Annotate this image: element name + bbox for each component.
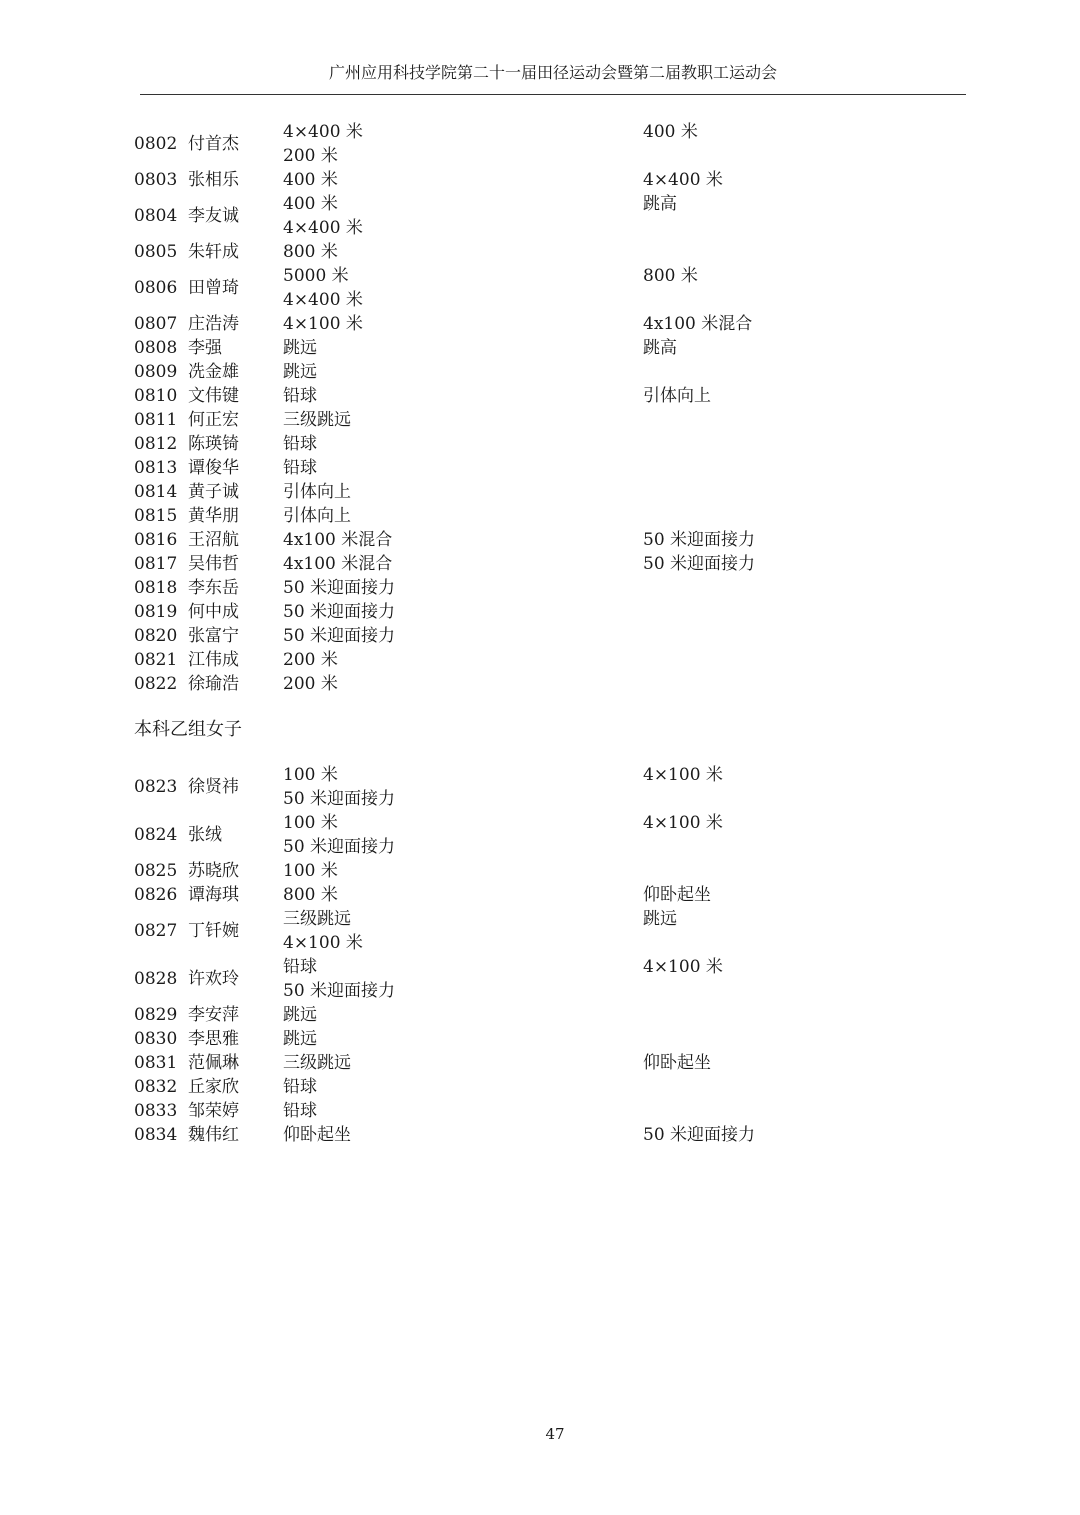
events-column-1 [283,336,317,360]
athlete-name: 付首杰 [188,134,239,154]
athlete-name: 苏晓欣 [188,861,239,881]
events-column-2 [643,883,711,907]
athlete-name: 范佩琳 [188,1053,239,1073]
event-entry: 800 米 [643,266,698,286]
athlete-number: 0808 [134,338,178,358]
events-column-1 [283,859,338,883]
athlete-name: 魏伟红 [188,1125,239,1145]
event-entry: 铅球 [283,386,317,406]
athlete-name: 田曾琦 [188,278,239,298]
athlete-number: 0806 [134,278,178,298]
events-column-1 [283,1123,351,1147]
table-row [0,432,1080,456]
event-entry: 50 米迎面接力 [283,789,396,809]
athlete-number: 0821 [134,650,178,670]
events-column-1 [283,1027,317,1051]
table-row [0,600,1080,624]
athlete-name: 李友诚 [188,206,239,226]
athlete-name: 邹荣婷 [188,1101,239,1121]
events-column-1 [283,120,363,168]
events-column-1 [283,672,338,696]
athlete-name: 张相乐 [188,170,239,190]
event-entry: 50 米迎面接力 [283,981,396,1001]
athlete-name: 谭海琪 [188,885,239,905]
events-column-2 [643,907,677,931]
events-column-1 [283,168,338,192]
event-entry: 100 米 [283,813,338,833]
event-entry: 仰卧起坐 [283,1125,351,1145]
table-row [0,552,1080,576]
events-column-2 [643,528,755,552]
table-row [0,336,1080,360]
table-row [0,408,1080,432]
athlete-name: 黄子诚 [188,482,239,502]
table-row [0,360,1080,384]
athlete-name: 李东岳 [188,578,239,598]
athlete-number: 0805 [134,242,178,262]
athlete-name: 冼金雄 [188,362,239,382]
event-entry: 4×400 米 [283,290,363,310]
athlete-name: 李安萍 [188,1005,239,1025]
table-row [0,811,1080,859]
table-row [0,672,1080,696]
events-column-1 [283,907,363,955]
events-column-1 [283,600,395,624]
event-entry: 仰卧起坐 [643,885,711,905]
events-column-1 [283,192,363,240]
table-row [0,1075,1080,1099]
athlete-number: 0810 [134,386,178,406]
event-entry: 跳远 [283,338,317,358]
athlete-number: 0819 [134,602,178,622]
event-entry: 800 米 [283,242,338,262]
table-row [0,264,1080,312]
event-entry: 三级跳远 [283,909,351,929]
table-row [0,312,1080,336]
page-header-title: 广州应用科技学院第二十一届田径运动会暨第二届教职工运动会 [328,63,777,82]
event-entry: 50 米迎面接力 [283,602,396,622]
events-column-1 [283,1051,351,1075]
athlete-name: 李强 [188,338,222,358]
event-entry: 铅球 [283,957,317,977]
page-number: 47 [545,1425,565,1443]
athlete-number: 0816 [134,530,178,550]
event-entry: 铅球 [283,434,317,454]
table-row [0,120,1080,168]
table-row [0,1051,1080,1075]
table-row [0,1099,1080,1123]
event-entry: 4x100 米混合 [283,530,393,550]
table-row [0,240,1080,264]
athlete-name: 王沼航 [188,530,239,550]
events-column-2 [643,384,711,408]
athlete-name: 吴伟哲 [188,554,239,574]
athlete-number: 0826 [134,885,178,905]
athlete-number: 0814 [134,482,178,502]
athlete-name: 张富宁 [188,626,239,646]
event-entry: 三级跳远 [283,410,351,430]
athlete-number: 0822 [134,674,178,694]
table-row [0,648,1080,672]
events-column-1 [283,384,317,408]
events-column-1 [283,811,395,859]
athlete-name: 李思雅 [188,1029,239,1049]
events-column-1 [283,240,338,264]
event-entry: 4×400 米 [283,122,363,142]
athlete-number: 0817 [134,554,178,574]
event-entry: 4×100 米 [643,765,723,785]
event-entry: 400 米 [643,122,698,142]
event-entry: 三级跳远 [283,1053,351,1073]
header-rule [140,94,966,95]
athlete-number: 0828 [134,969,178,989]
event-entry: 200 米 [283,650,338,670]
event-entry: 4×100 米 [643,957,723,977]
athlete-number: 0809 [134,362,178,382]
table-row [0,192,1080,240]
events-column-2 [643,811,723,835]
event-entry: 跳远 [283,1005,317,1025]
events-column-1 [283,528,392,552]
event-entry: 4×100 米 [643,813,723,833]
event-entry: 50 米迎面接力 [643,1125,756,1145]
athlete-name: 黄华朋 [188,506,239,526]
athlete-number: 0815 [134,506,178,526]
event-entry: 铅球 [283,1077,317,1097]
events-column-2 [643,168,723,192]
events-column-1 [283,648,338,672]
athlete-number: 0807 [134,314,178,334]
event-entry: 跳远 [283,1029,317,1049]
event-entry: 跳高 [643,338,677,358]
athlete-number: 0804 [134,206,178,226]
event-entry: 100 米 [283,765,338,785]
athlete-name: 丘家欣 [188,1077,239,1097]
table-row [0,504,1080,528]
events-column-2 [643,1051,711,1075]
event-entry: 50 米迎面接力 [283,578,396,598]
events-column-1 [283,955,395,1003]
events-column-1 [283,1003,317,1027]
events-column-1 [283,456,317,480]
athlete-name: 徐瑜浩 [188,674,239,694]
event-entry: 跳远 [643,909,677,929]
athlete-number: 0829 [134,1005,178,1025]
events-column-1 [283,480,351,504]
event-entry: 400 米 [283,194,338,214]
athlete-number: 0818 [134,578,178,598]
event-entry: 4x100 米混合 [643,314,753,334]
athlete-number: 0802 [134,134,178,154]
events-column-1 [283,408,351,432]
events-column-1 [283,624,395,648]
event-entry: 400 米 [283,170,338,190]
events-column-1 [283,264,363,312]
table-row [0,576,1080,600]
event-entry: 4×400 米 [643,170,723,190]
table-row [0,859,1080,883]
athlete-number: 0833 [134,1101,178,1121]
table-row [0,624,1080,648]
table-row [0,168,1080,192]
events-column-1 [283,576,395,600]
event-entry: 引体向上 [283,506,351,526]
events-column-2 [643,192,677,216]
athlete-name: 谭俊华 [188,458,239,478]
event-entry: 跳远 [283,362,317,382]
athlete-name: 朱轩成 [188,242,239,262]
athlete-name: 何正宏 [188,410,239,430]
athlete-name: 徐贤祎 [188,777,239,797]
event-entry: 4x100 米混合 [283,554,393,574]
event-entry: 跳高 [643,194,677,214]
event-entry: 仰卧起坐 [643,1053,711,1073]
section-title-women: 本科乙组女子 [134,719,242,740]
event-entry: 800 米 [283,885,338,905]
athlete-number: 0830 [134,1029,178,1049]
event-entry: 100 米 [283,861,338,881]
athlete-number: 0824 [134,825,178,845]
athlete-number: 0811 [134,410,178,430]
event-entry: 引体向上 [643,386,711,406]
event-entry: 50 米迎面接力 [283,837,396,857]
event-entry: 50 米迎面接力 [643,554,756,574]
events-column-1 [283,1075,317,1099]
table-row [0,480,1080,504]
event-entry: 50 米迎面接力 [283,626,396,646]
table-row [0,384,1080,408]
table-row [0,1027,1080,1051]
athlete-name: 文伟键 [188,386,239,406]
event-entry: 200 米 [283,146,338,166]
table-row [0,1123,1080,1147]
athlete-name: 庄浩涛 [188,314,239,334]
event-entry: 50 米迎面接力 [643,530,756,550]
events-column-2 [643,763,723,787]
table-row [0,955,1080,1003]
athlete-number: 0813 [134,458,178,478]
events-column-2 [643,552,755,576]
athlete-name: 江伟成 [188,650,239,670]
athlete-name: 张绒 [188,825,222,845]
athlete-number: 0823 [134,777,178,797]
events-column-1 [283,763,395,811]
events-column-2 [643,120,698,144]
events-column-1 [283,504,351,528]
event-entry: 4×100 米 [283,314,363,334]
athlete-name: 何中成 [188,602,239,622]
events-column-1 [283,432,317,456]
athlete-number: 0820 [134,626,178,646]
events-column-1 [283,312,363,336]
table-row [0,1003,1080,1027]
events-column-2 [643,1123,755,1147]
event-entry: 引体向上 [283,482,351,502]
events-column-1 [283,883,338,907]
event-entry: 4×400 米 [283,218,363,238]
athlete-number: 0803 [134,170,178,190]
event-entry: 5000 米 [283,266,349,286]
athlete-number: 0834 [134,1125,178,1145]
events-column-2 [643,312,752,336]
athlete-number: 0825 [134,861,178,881]
table-row [0,763,1080,811]
table-row [0,883,1080,907]
table-row [0,528,1080,552]
athlete-name: 丁钎婉 [188,921,239,941]
events-column-1 [283,1099,317,1123]
event-entry: 铅球 [283,1101,317,1121]
event-entry: 铅球 [283,458,317,478]
events-column-2 [643,336,677,360]
athlete-name: 陈瑛锜 [188,434,239,454]
athlete-number: 0827 [134,921,178,941]
events-column-1 [283,552,392,576]
athlete-number: 0832 [134,1077,178,1097]
athlete-number: 0831 [134,1053,178,1073]
athlete-name: 许欢玲 [188,969,239,989]
events-column-1 [283,360,317,384]
events-column-2 [643,955,723,979]
events-column-2 [643,264,698,288]
table-row [0,456,1080,480]
table-row [0,907,1080,955]
event-entry: 4×100 米 [283,933,363,953]
event-entry: 200 米 [283,674,338,694]
athlete-number: 0812 [134,434,178,454]
